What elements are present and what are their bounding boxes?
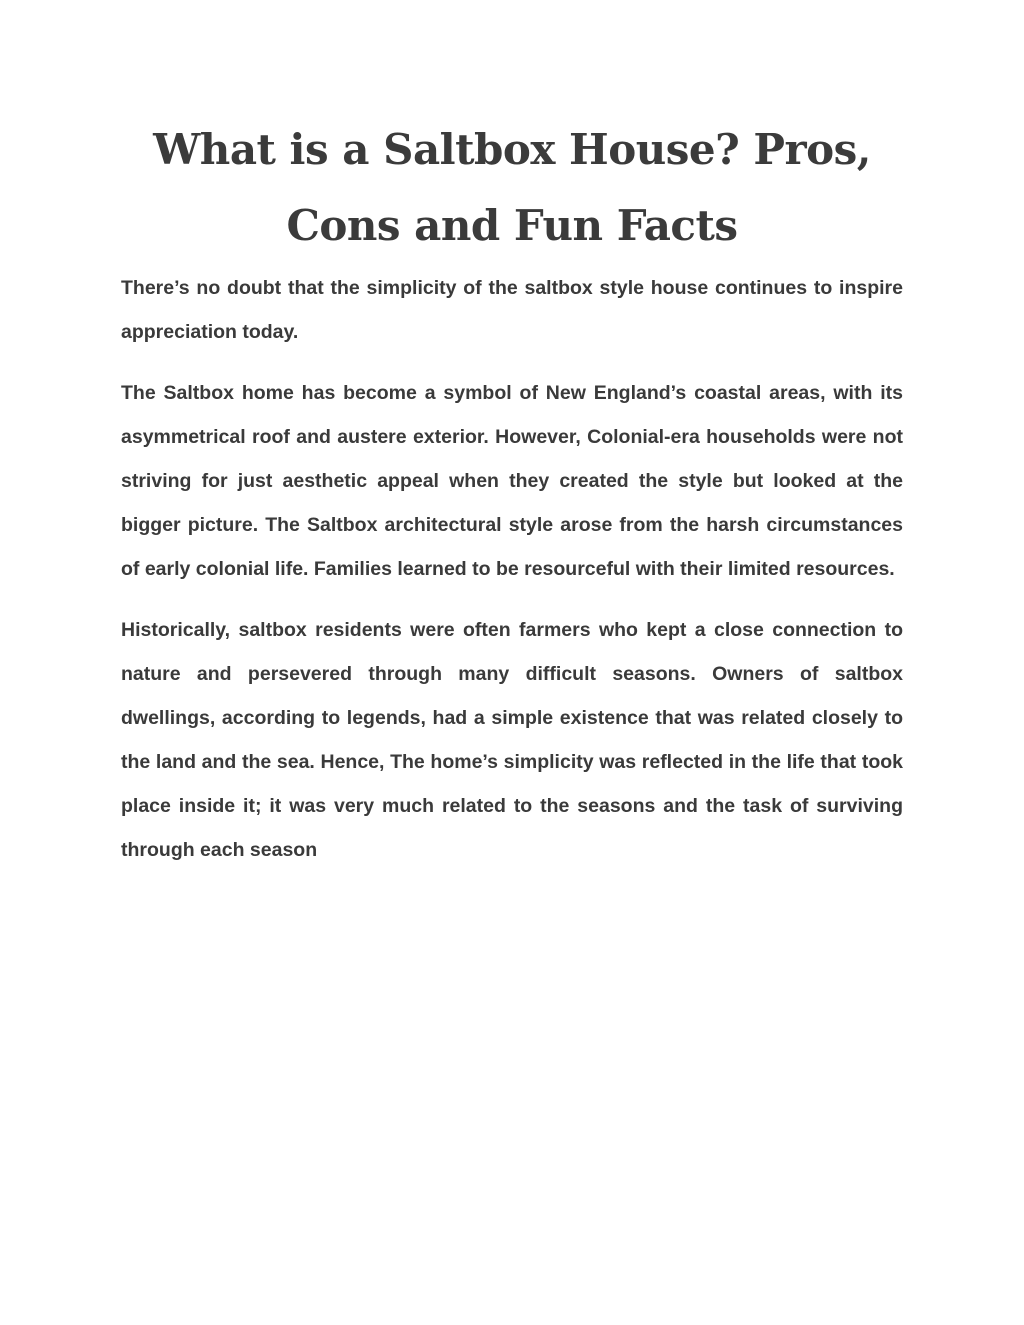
paragraph-history: The Saltbox home has become a symbol of New England’s coastal areas, with its asymmetrical roof and austere exterior. However, Colonial-era households were not striving for just aesthetic appeal when they created the style but looked at the bigger picture. The Saltbox architectural style arose from the harsh circumstances of early colonial life. Families learned to be resourceful with their limited resources.: [121, 382, 903, 580]
article-body: [121, 266, 903, 889]
page-title: What is a Saltbox House? Pros, Cons and Fun Facts: [153, 125, 871, 250]
paragraph-intro: There’s no doubt that the simplicity of the saltbox style house continues to inspire appreciation today.: [121, 277, 903, 343]
paragraph-residents: Historically, saltbox residents were often farmers who kept a close connection to nature and persevered through many difficult seasons. Owners of saltbox dwellings, according to legends, had a simple existence that was related closely to the land and the sea. Hence, The home’s simplicity was reflected in the life that took place inside it; it was very much related to the seasons and the task of surviving through each season: [121, 619, 903, 861]
